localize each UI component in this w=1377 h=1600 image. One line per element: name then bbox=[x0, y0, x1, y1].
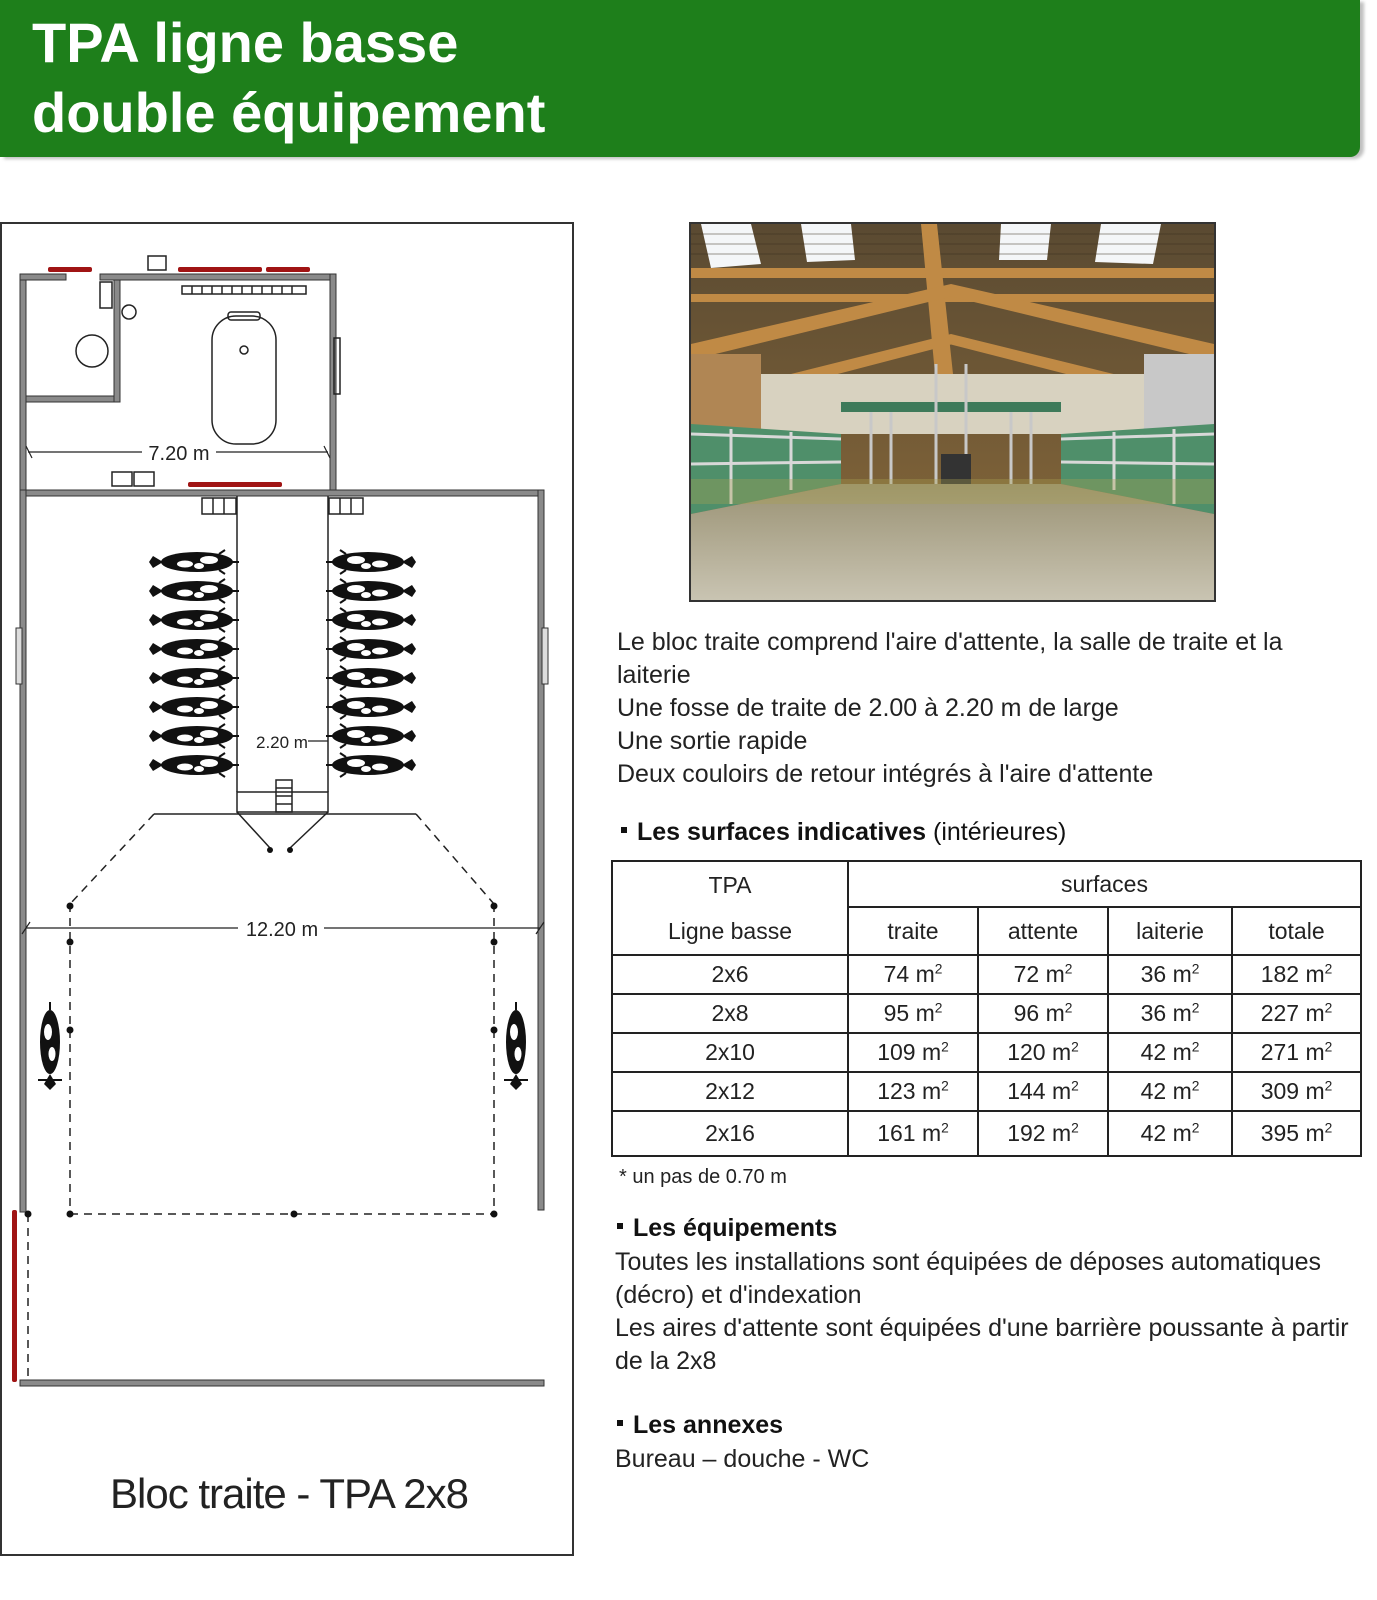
cell-value: 395 $m^2$ bbox=[1232, 1111, 1361, 1156]
floor-plan-drawing bbox=[2, 224, 572, 1554]
table-footnote: * un pas de 0.70 m bbox=[619, 1166, 787, 1188]
cell-value: 95 $m^2$ bbox=[848, 994, 978, 1033]
cell-value: 120 $m^2$ bbox=[978, 1033, 1108, 1072]
description-line4: Deux couloirs de retour intégrés à l'aire d'attente bbox=[617, 760, 1154, 788]
cows-left bbox=[149, 550, 239, 777]
cell-config: 2x12 bbox=[612, 1072, 848, 1111]
return-lane-cows bbox=[38, 1002, 528, 1090]
bullet-icon bbox=[617, 1420, 623, 1426]
annexes-text bbox=[615, 1443, 1355, 1476]
cell-value: 42 $m^2$ bbox=[1108, 1111, 1232, 1156]
bullet-icon bbox=[617, 1223, 623, 1229]
annexes-title: Les annexes bbox=[633, 1411, 784, 1439]
surfaces-table bbox=[611, 860, 1362, 1157]
table-row bbox=[612, 1033, 1361, 1072]
cell-config: 2x8 bbox=[612, 994, 848, 1033]
head-surfaces: surfaces bbox=[848, 861, 1361, 907]
dim-12-20: 12.20 m bbox=[245, 919, 319, 941]
equipements-text bbox=[615, 1246, 1355, 1378]
table-row bbox=[612, 1072, 1361, 1111]
cell-value: 144 $m^2$ bbox=[978, 1072, 1108, 1111]
cell-value: 161 $m^2$ bbox=[848, 1111, 978, 1156]
table-head-config bbox=[612, 861, 848, 955]
head-col: laiterie bbox=[1108, 907, 1232, 955]
surfaces-heading bbox=[621, 818, 1066, 847]
description-line2: Une fosse de traite de 2.00 à 2.20 m de large bbox=[617, 694, 1119, 722]
floor-plan bbox=[0, 222, 574, 1556]
cell-value: 72 $m^2$ bbox=[978, 955, 1108, 994]
cows-right bbox=[326, 550, 416, 777]
head-col: attente bbox=[978, 907, 1108, 955]
page-title-line1: TPA ligne basse bbox=[32, 11, 459, 74]
parlour-photo-drawing bbox=[691, 224, 1214, 600]
equipements-heading bbox=[617, 1214, 837, 1243]
cell-config: 2x6 bbox=[612, 955, 848, 994]
page-title bbox=[32, 8, 545, 148]
cell-value: 42 $m^2$ bbox=[1108, 1072, 1232, 1111]
annexes-heading bbox=[617, 1411, 783, 1440]
waiting-area bbox=[28, 814, 494, 1380]
cell-value: 36 $m^2$ bbox=[1108, 994, 1232, 1033]
surfaces-title-rest: (intérieures) bbox=[926, 818, 1067, 846]
plan-caption: Bloc traite - TPA 2x8 bbox=[110, 1470, 468, 1517]
head-tpa: TPA bbox=[708, 872, 752, 898]
cell-value: 227 $m^2$ bbox=[1232, 994, 1361, 1033]
cell-config: 2x16 bbox=[612, 1111, 848, 1156]
cell-value: 182 $m^2$ bbox=[1232, 955, 1361, 994]
surfaces-title-bold: Les surfaces indicatives bbox=[637, 818, 927, 846]
table-row bbox=[612, 1111, 1361, 1156]
posts bbox=[25, 903, 498, 1218]
cell-value: 42 $m^2$ bbox=[1108, 1033, 1232, 1072]
table-row bbox=[612, 955, 1361, 994]
bullet-icon bbox=[621, 827, 627, 833]
cell-config: 2x10 bbox=[612, 1033, 848, 1072]
head-col: traite bbox=[848, 907, 978, 955]
cell-value: 271 $m^2$ bbox=[1232, 1033, 1361, 1072]
description-line1: Le bloc traite comprend l'aire d'attente, la salle de traite et la laiterie bbox=[617, 628, 1283, 689]
header-banner bbox=[0, 0, 1360, 157]
cell-value: 96 $m^2$ bbox=[978, 994, 1108, 1033]
cell-value: 309 $m^2$ bbox=[1232, 1072, 1361, 1111]
cell-value: 74 $m^2$ bbox=[848, 955, 978, 994]
table-row bbox=[612, 994, 1361, 1033]
cell-value: 109 $m^2$ bbox=[848, 1033, 978, 1072]
head-ligne-basse: Ligne basse bbox=[667, 918, 793, 944]
description bbox=[617, 626, 1357, 791]
head-col: totale bbox=[1232, 907, 1361, 955]
equipements-line1: Toutes les installations sont équipées de déposes automatiques (décro) et d'indexation bbox=[615, 1248, 1322, 1309]
cell-value: 192 $m^2$ bbox=[978, 1111, 1108, 1156]
cell-value: 123 $m^2$ bbox=[848, 1072, 978, 1111]
equipements-title: Les équipements bbox=[633, 1214, 838, 1242]
parlour-photo bbox=[689, 222, 1216, 602]
description-line3: Une sortie rapide bbox=[617, 727, 808, 755]
equipements-line2: Les aires d'attente sont équipées d'une barrière poussante à partir de la 2x8 bbox=[615, 1314, 1349, 1375]
page-title-line2: double équipement bbox=[32, 81, 546, 144]
cell-value: 36 $m^2$ bbox=[1108, 955, 1232, 994]
milking-pit bbox=[202, 496, 363, 848]
dim-2-20: 2.20 m bbox=[256, 733, 308, 752]
dim-7-20: 7.20 m bbox=[148, 443, 210, 465]
annexes-line1: Bureau – douche - WC bbox=[615, 1445, 870, 1473]
